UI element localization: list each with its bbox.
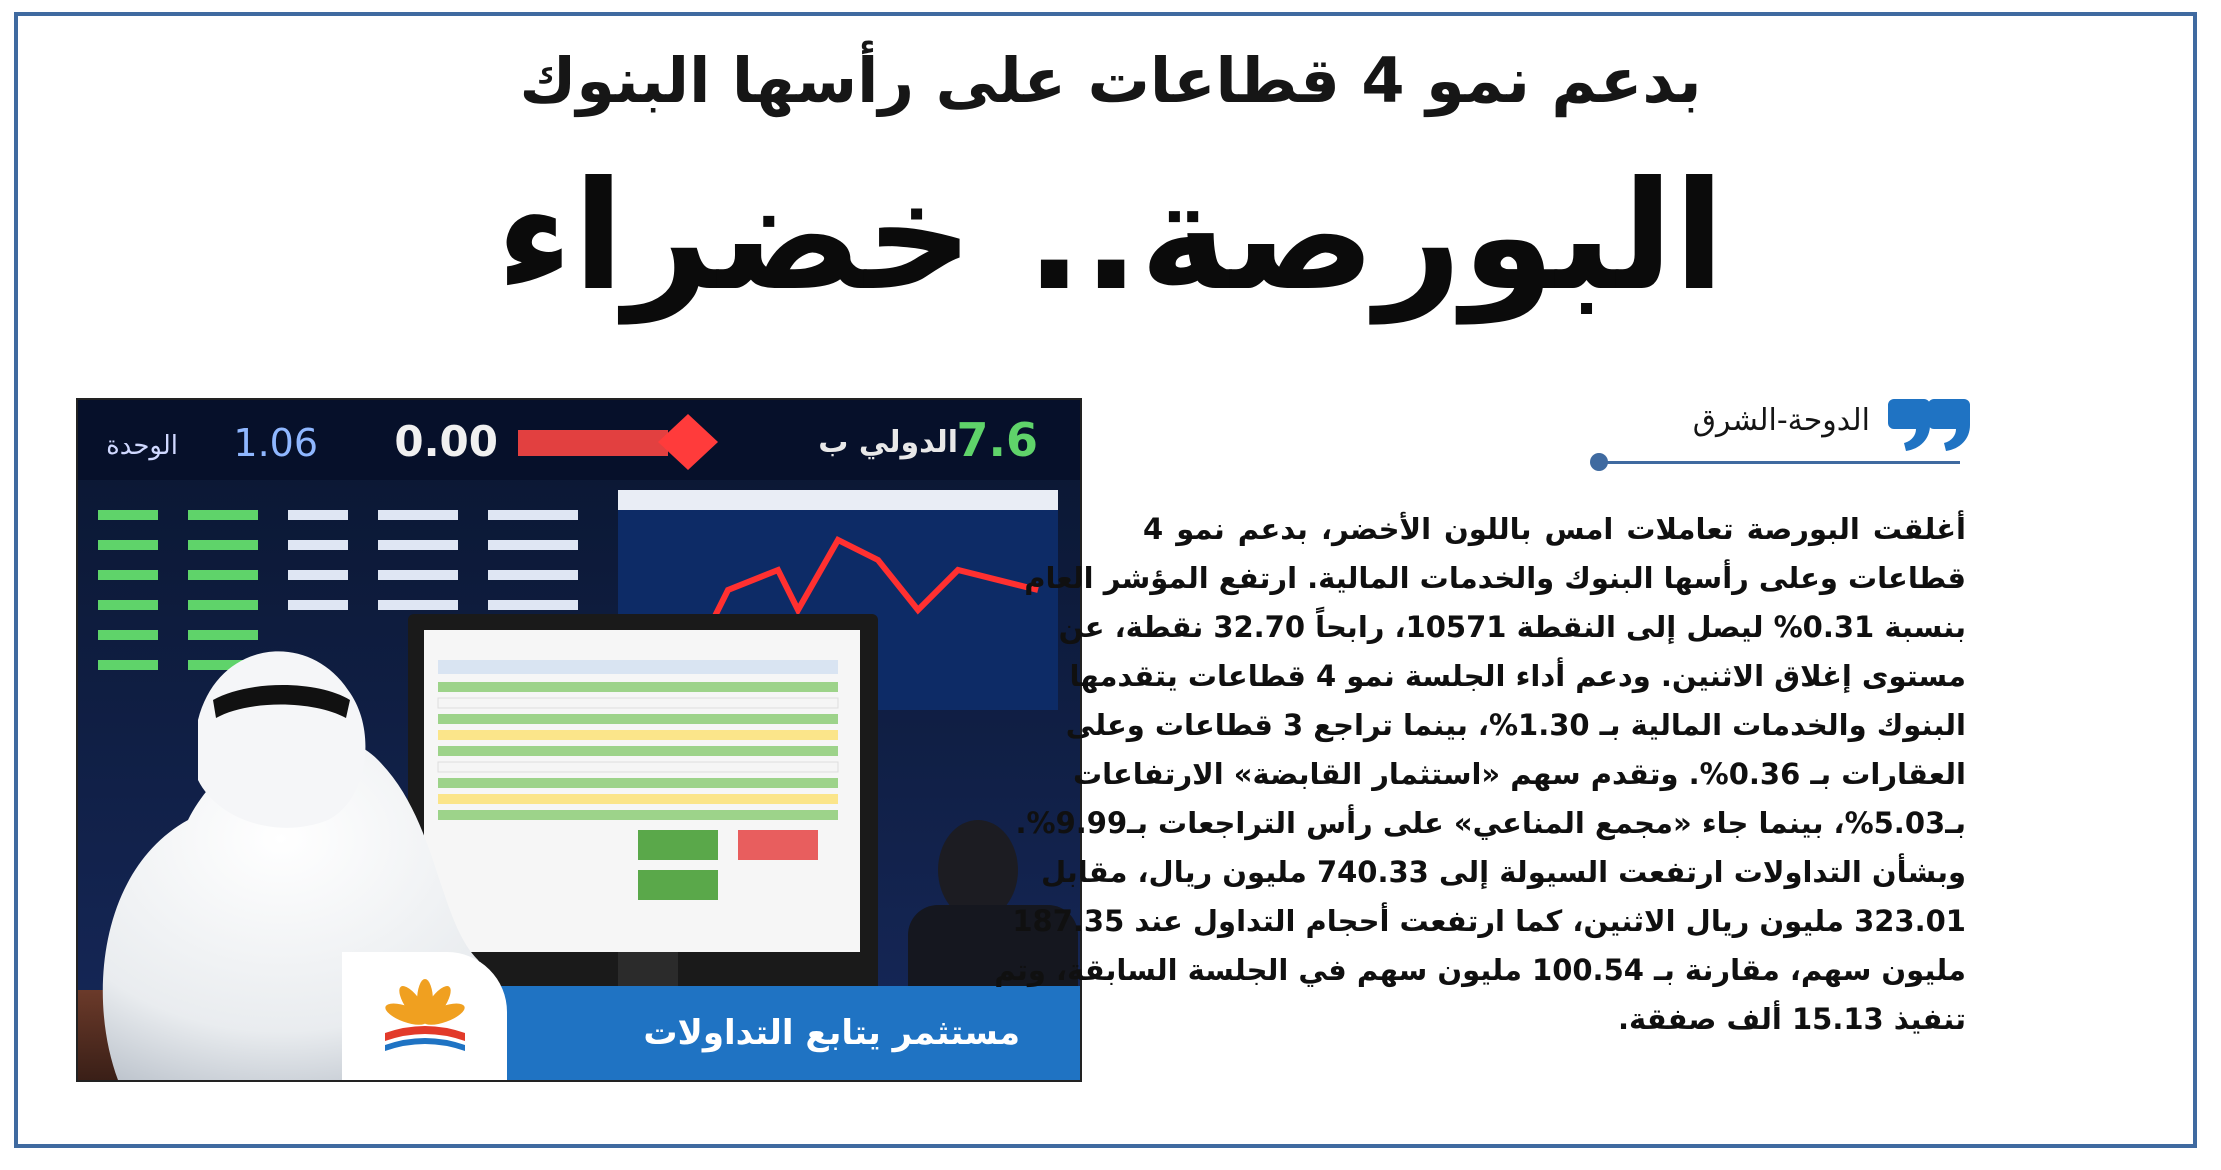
quote-icon — [1890, 395, 1970, 451]
body-line: مستوى إغلاق الاثنين. ودعم أداء الجلسة نمو 4 قطاعات يتقدمها — [1069, 659, 1966, 693]
board-value-2: 0.00 — [394, 417, 498, 466]
source-label: الدوحة-الشرق — [1692, 403, 1870, 438]
board-value-1: 7.6 — [956, 413, 1038, 467]
photo-caption: مستثمر يتابع التداولات — [643, 1013, 1020, 1053]
body-line: بـ5.03%، بينما جاء «مجمع المناعي» على رأس التراجعات بـ9.99%. — [1015, 806, 1966, 840]
board-value-3: 1.06 — [233, 421, 318, 465]
article-body — [994, 505, 1966, 1044]
photo-caption-bar — [342, 986, 1080, 1080]
body-line: العقارات بـ 0.36%. وتقدم سهم «استثمار القابضة» الارتفاعات — [1072, 757, 1966, 791]
body-line: مليون سهم، مقارنة بـ 100.54 مليون سهم في الجلسة السابقة، وتم — [994, 953, 1966, 987]
source-tag — [1590, 395, 1970, 475]
stock-exchange-scene — [78, 400, 1080, 1080]
board-label-2: الوحدة — [106, 431, 178, 461]
source-dot — [1590, 453, 1608, 471]
body-line: قطاعات وعلى رأسها البنوك والخدمات المالية. ارتفع المؤشر العام — [1024, 561, 1966, 595]
article-kicker: بدعم نمو 4 قطاعات على رأسها البنوك — [519, 44, 1702, 117]
body-line: وبشأن التداولات ارتفعت السيولة إلى 740.33 مليون ريال، مقابل — [1040, 855, 1966, 889]
body-line: 323.01 مليون ريال الاثنين، كما ارتفعت أحجام التداول عند 187.35 — [1012, 904, 1966, 938]
body-line: تنفيذ 15.13 ألف صفقة. — [1618, 1002, 1966, 1036]
source-underline — [1598, 461, 1960, 464]
board-label-1: الدولي ب — [818, 425, 958, 460]
publisher-logo-icon — [342, 952, 507, 1080]
article-headline: البورصة.. خضراء — [496, 150, 1725, 324]
body-line: بنسبة 0.31% ليصل إلى النقطة 10571، رابحاً 32.70 نقطة، عن — [1058, 610, 1966, 644]
body-line: أغلقت البورصة تعاملات امس باللون الأخضر، بدعم نمو 4 — [1143, 512, 1966, 546]
article-photo — [76, 398, 1082, 1082]
body-line: البنوك والخدمات المالية بـ 1.30%، بينما تراجع 3 قطاعات وعلى — [1065, 708, 1966, 742]
